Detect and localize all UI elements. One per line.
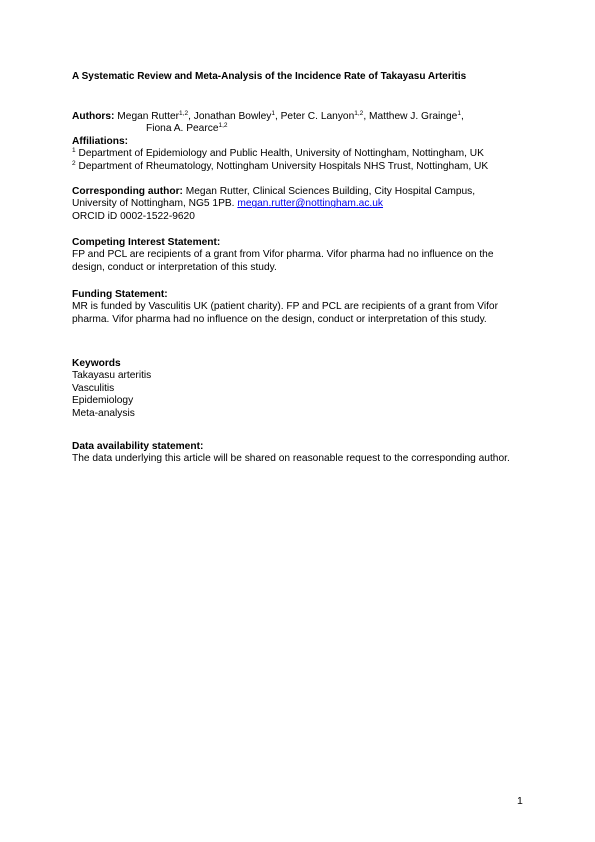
data-availability-text: The data underlying this article will be shared on reasonable request to the corresponding author. [72, 453, 510, 465]
author-3-affil: 1,2 [354, 110, 364, 117]
funding-section [72, 289, 527, 326]
author-5: Fiona A. Pearce [146, 123, 219, 135]
keywords-section [72, 358, 527, 420]
affiliation-1-number: 1 [72, 147, 76, 155]
author-2-affil: 1 [271, 110, 275, 117]
competing-interest-section [72, 237, 527, 274]
competing-interest-label: Competing Interest Statement: [72, 237, 221, 248]
authors-label: Authors: [72, 111, 115, 122]
author-4: , Matthew J. Grainge [363, 111, 458, 122]
author-4-trail: , [460, 111, 464, 122]
funding-label: Funding Statement: [72, 289, 168, 300]
affiliation-2-text: Department of Rheumatology, Nottingham University Hospitals NHS Trust, Nottingham, UK [75, 160, 489, 172]
keyword-item: Takayasu arteritis [72, 370, 152, 382]
affiliation-1 [72, 148, 527, 160]
author-4-affil: 1 [457, 110, 461, 117]
author-3: , Peter C. Lanyon [274, 111, 355, 122]
corresponding-section [72, 186, 527, 223]
data-availability-label: Data availability statement: [72, 441, 204, 452]
keyword-item: Meta-analysis [72, 407, 135, 419]
keywords-label: Keywords [72, 358, 121, 369]
data-availability-section [72, 441, 527, 466]
paper-title: A Systematic Review and Meta-Analysis of the Incidence Rate of Takayasu Arteritis [72, 71, 467, 82]
authors-section [72, 111, 527, 173]
affiliation-1-text: Department of Epidemiology and Public Health, University of Nottingham, Nottingham, UK [75, 148, 484, 160]
corresponding-address-1: Megan Rutter, Clinical Sciences Building, City Hospital Campus, [182, 186, 476, 197]
funding-text: MR is funded by Vasculitis UK (patient charity). FP and PCL are recipients of a grant from Vifor pharma. Vifor pharma had no influence on the design, conduct or interpretation of this study. [72, 301, 498, 325]
keyword-item: Epidemiology [72, 395, 134, 407]
keyword-item: Vasculitis [72, 382, 115, 394]
corresponding-address-2: University of Nottingham, NG5 1PB. [72, 198, 238, 210]
author-1: Megan Rutter [117, 111, 180, 122]
orcid-line: ORCID iD 0002-1522-9620 [72, 210, 195, 222]
affiliations-label: Affiliations: [72, 135, 129, 147]
authors-line-2 [72, 123, 527, 135]
corresponding-email-link[interactable]: megan.rutter@nottingham.ac.uk [237, 198, 384, 210]
author-2: , Jonathan Bowley [188, 111, 272, 122]
affiliation-2-number: 2 [72, 159, 76, 167]
page-number: 1 [517, 795, 523, 807]
corresponding-label: Corresponding author: [72, 186, 183, 197]
competing-interest-text: FP and PCL are recipients of a grant from Vifor pharma. Vifor pharma had no influence on the design, conduct or interpretation of this study. [72, 249, 494, 273]
author-5-affil: 1,2 [218, 122, 228, 130]
affiliation-2 [72, 161, 527, 173]
author-1-affil: 1,2 [179, 110, 189, 117]
authors-line [72, 111, 527, 123]
